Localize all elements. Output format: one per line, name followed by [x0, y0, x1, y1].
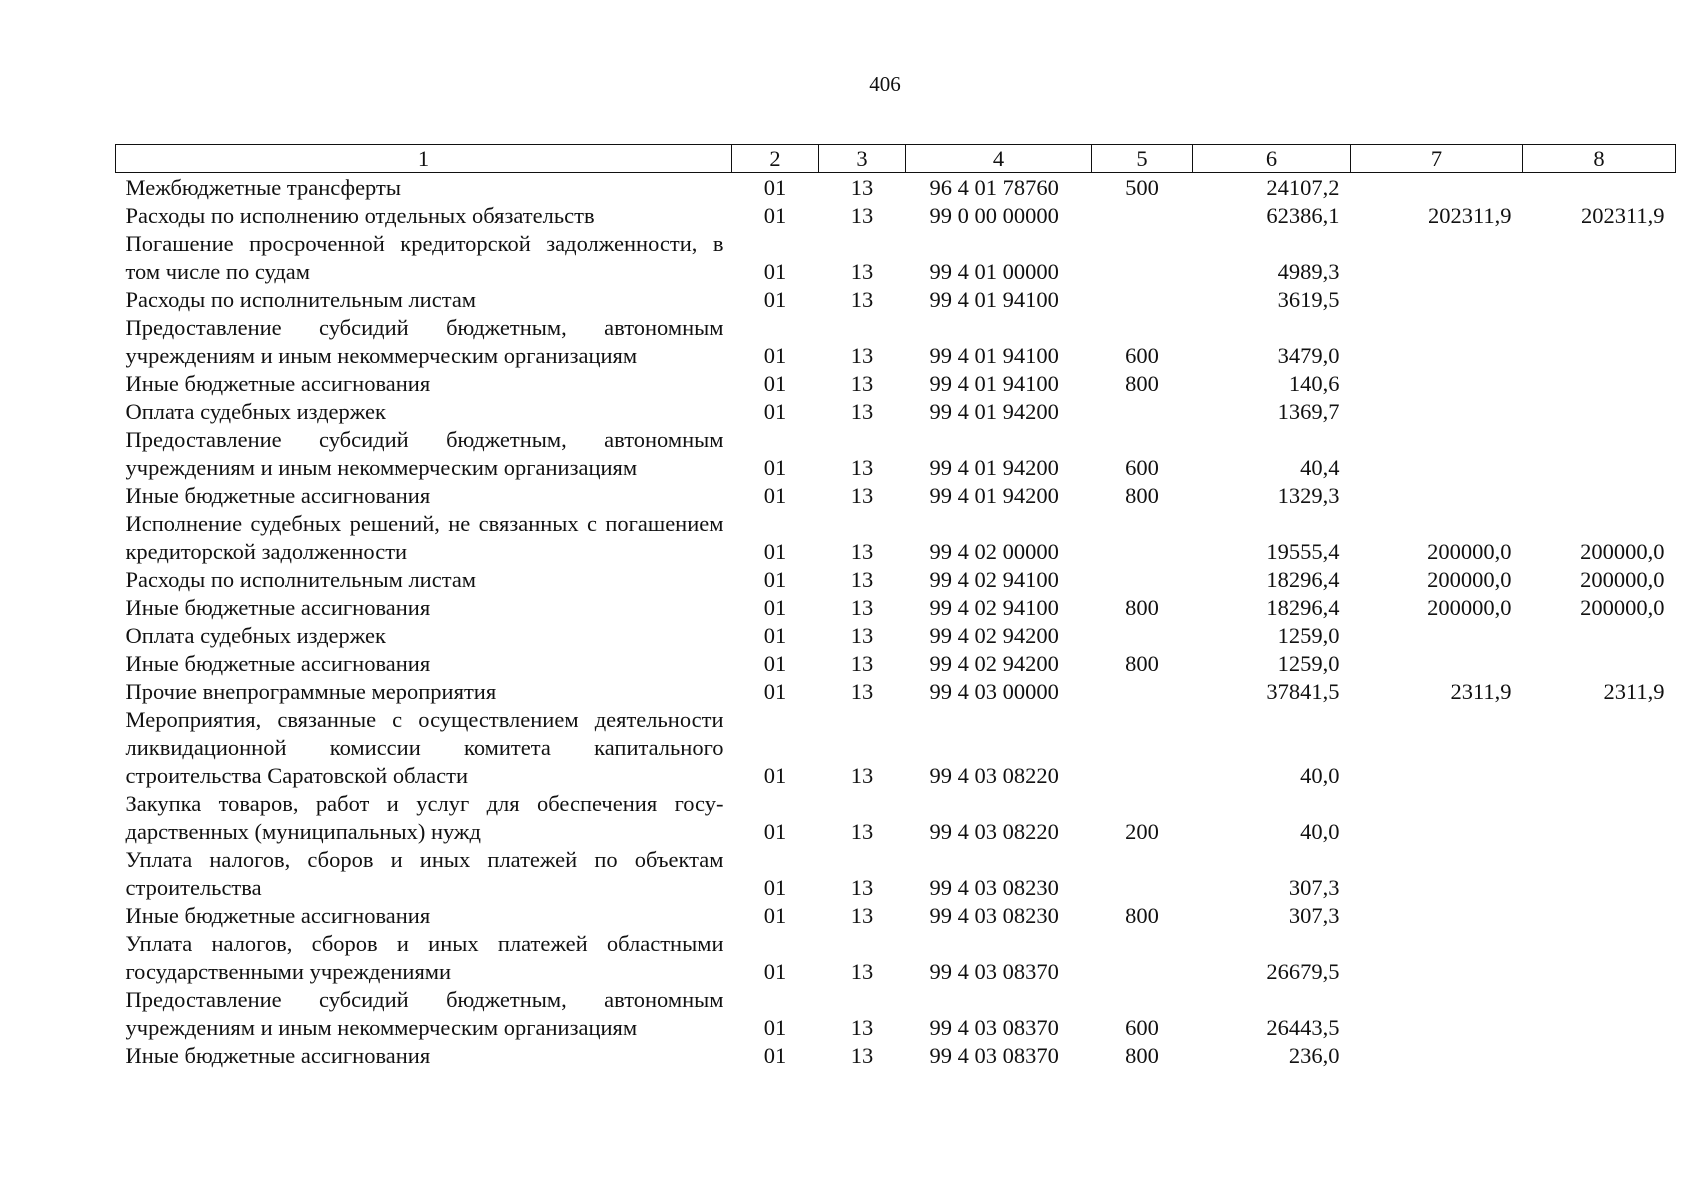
row-amount-col-6: 1259,0	[1277, 651, 1340, 676]
row-section: 01	[763, 259, 787, 284]
row-target-article: 99 4 02 00000	[929, 539, 1059, 564]
table-row	[116, 286, 1676, 314]
row-subsection: 13	[850, 903, 874, 928]
row-amount-col-8	[1523, 286, 1676, 314]
row-amount-col-6: 307,3	[1288, 875, 1340, 900]
row-section: 01	[763, 1043, 787, 1068]
row-section: 01	[763, 287, 787, 312]
row-subsection: 13	[850, 623, 874, 648]
budget-table	[115, 144, 1676, 1070]
row-amount-col-6: 26443,5	[1266, 1015, 1340, 1040]
row-section: 01	[763, 763, 787, 788]
row-subsection: 13	[850, 399, 874, 424]
table-row	[116, 566, 1676, 594]
row-amount-col-7	[1351, 482, 1523, 510]
row-amount-col-6: 62386,1	[1266, 203, 1340, 228]
row-section: 01	[763, 483, 787, 508]
table-row	[116, 202, 1676, 230]
row-name: Оплата судебных издержек	[125, 623, 386, 648]
row-subsection: 13	[850, 679, 874, 704]
row-section: 01	[763, 455, 787, 480]
row-section: 01	[763, 567, 787, 592]
row-amount-col-6: 18296,4	[1266, 567, 1340, 592]
row-amount-col-6: 40,0	[1300, 763, 1340, 788]
row-name: Иные бюджетные ассигнования	[125, 371, 431, 396]
table-row	[116, 230, 1676, 286]
row-section: 01	[763, 679, 787, 704]
row-amount-col-6: 26679,5	[1266, 959, 1340, 984]
row-name: Погашение просроченной кредиторской задолженности, в том числе по судам	[125, 231, 724, 284]
row-section: 01	[763, 819, 787, 844]
row-name: Уплата налогов, сборов и иных платежей областными государственными учреждениями	[125, 931, 724, 984]
row-subsection: 13	[850, 875, 874, 900]
row-target-article: 99 4 02 94100	[929, 567, 1059, 592]
row-subsection: 13	[850, 763, 874, 788]
row-section: 01	[763, 175, 787, 200]
row-subsection: 13	[850, 1015, 874, 1040]
row-amount-col-8	[1523, 398, 1676, 426]
row-amount-col-8	[1523, 482, 1676, 510]
row-expense-type	[1092, 286, 1193, 314]
row-name: Предоставление субсидий бюджетным, автономным учреждениям и иным некоммерческим организациям	[125, 987, 724, 1040]
row-expense-type: 200	[1125, 819, 1159, 844]
row-expense-type: 800	[1125, 371, 1159, 396]
row-name: Предоставление субсидий бюджетным, автономным учреждениям и иным некоммерческим организациям	[125, 315, 724, 368]
row-subsection: 13	[850, 483, 874, 508]
row-expense-type: 800	[1125, 903, 1159, 928]
row-name: Закупка товаров, работ и услуг для обеспечения государственных (муниципальных) нужд	[125, 791, 724, 844]
row-section: 01	[763, 371, 787, 396]
row-amount-col-8	[1523, 986, 1676, 1042]
row-amount-col-6: 1259,0	[1277, 623, 1340, 648]
row-section: 01	[763, 623, 787, 648]
table-row	[116, 622, 1676, 650]
row-name: Расходы по исполнительным листам	[125, 287, 477, 312]
row-name: Расходы по исполнению отдельных обязательств	[125, 203, 595, 228]
row-amount-col-8	[1523, 230, 1676, 286]
row-name: Расходы по исполнительным листам	[125, 567, 477, 592]
row-amount-col-7: 200000,0	[1427, 567, 1512, 592]
row-subsection: 13	[850, 371, 874, 396]
row-subsection: 13	[850, 595, 874, 620]
table-row	[116, 902, 1676, 930]
row-amount-col-7	[1351, 986, 1523, 1042]
row-amount-col-7	[1351, 930, 1523, 986]
row-expense-type: 500	[1125, 175, 1159, 200]
row-name: Мероприятия, связанные с осуществлением деятельности ликвидационной комиссии комитета капитального строительства Саратовской области	[125, 707, 724, 788]
row-amount-col-7	[1351, 173, 1523, 203]
row-amount-col-6: 37841,5	[1266, 679, 1340, 704]
row-amount-col-8	[1523, 426, 1676, 482]
row-target-article: 99 4 01 94200	[929, 399, 1059, 424]
row-name: Исполнение судебных решений, не связанных с погашением кредиторской задолженности	[125, 511, 724, 564]
row-amount-col-7	[1351, 1042, 1523, 1070]
table-row	[116, 986, 1676, 1042]
row-expense-type	[1092, 398, 1193, 426]
table-row	[116, 482, 1676, 510]
row-expense-type	[1092, 202, 1193, 230]
row-expense-type: 800	[1125, 1043, 1159, 1068]
row-amount-col-7	[1351, 370, 1523, 398]
row-amount-col-7	[1351, 846, 1523, 902]
header-col-7: 7	[1351, 145, 1523, 173]
row-amount-col-6: 307,3	[1288, 903, 1340, 928]
row-target-article: 99 4 03 08220	[929, 763, 1059, 788]
row-section: 01	[763, 1015, 787, 1040]
row-amount-col-7	[1351, 706, 1523, 790]
row-target-article: 99 4 02 94200	[929, 623, 1059, 648]
row-subsection: 13	[850, 819, 874, 844]
row-expense-type: 600	[1125, 1015, 1159, 1040]
row-expense-type	[1092, 622, 1193, 650]
row-expense-type: 800	[1125, 595, 1159, 620]
table-row	[116, 846, 1676, 902]
row-target-article: 99 4 03 00000	[929, 679, 1059, 704]
header-col-8: 8	[1523, 145, 1676, 173]
row-expense-type: 800	[1125, 651, 1159, 676]
row-subsection: 13	[850, 175, 874, 200]
row-target-article: 99 4 01 94100	[929, 371, 1059, 396]
row-amount-col-6: 4989,3	[1277, 259, 1340, 284]
row-target-article: 99 4 01 00000	[929, 259, 1059, 284]
row-name: Оплата судебных издержек	[125, 399, 386, 424]
row-amount-col-7	[1351, 790, 1523, 846]
page-number: 406	[869, 72, 901, 96]
row-subsection: 13	[850, 203, 874, 228]
row-target-article: 99 4 03 08230	[929, 903, 1059, 928]
row-subsection: 13	[850, 567, 874, 592]
header-col-6: 6	[1193, 145, 1351, 173]
row-name: Иные бюджетные ассигнования	[125, 651, 431, 676]
row-expense-type: 600	[1125, 455, 1159, 480]
row-expense-type	[1092, 846, 1193, 902]
row-name: Иные бюджетные ассигнования	[125, 1043, 431, 1068]
row-amount-col-6: 140,6	[1288, 371, 1340, 396]
table-row	[116, 510, 1676, 566]
header-col-5: 5	[1092, 145, 1193, 173]
header-col-1: 1	[116, 145, 732, 173]
row-amount-col-8	[1523, 846, 1676, 902]
header-col-3: 3	[819, 145, 906, 173]
row-amount-col-7: 202311,9	[1427, 203, 1512, 228]
table-row	[116, 398, 1676, 426]
table-row	[116, 650, 1676, 678]
row-subsection: 13	[850, 651, 874, 676]
row-name: Иные бюджетные ассигнования	[125, 483, 431, 508]
table-row	[116, 1042, 1676, 1070]
row-amount-col-8	[1523, 370, 1676, 398]
row-target-article: 99 4 03 08370	[929, 1015, 1059, 1040]
row-amount-col-8: 2311,9	[1603, 679, 1665, 704]
row-amount-col-6: 3479,0	[1277, 343, 1340, 368]
row-section: 01	[763, 595, 787, 620]
row-amount-col-8	[1523, 622, 1676, 650]
row-amount-col-6: 1329,3	[1277, 483, 1340, 508]
row-amount-col-8	[1523, 173, 1676, 203]
row-target-article: 99 0 00 00000	[929, 203, 1059, 228]
row-name: Прочие внепрограммные мероприятия	[125, 679, 497, 704]
row-amount-col-8	[1523, 706, 1676, 790]
row-section: 01	[763, 875, 787, 900]
table-row	[116, 370, 1676, 398]
row-target-article: 99 4 03 08370	[929, 1043, 1059, 1068]
row-amount-col-8	[1523, 902, 1676, 930]
row-section: 01	[763, 651, 787, 676]
row-amount-col-8: 200000,0	[1580, 567, 1665, 592]
row-target-article: 99 4 02 94100	[929, 595, 1059, 620]
row-name: Межбюджетные трансферты	[125, 175, 401, 200]
row-name: Предоставление субсидий бюджетным, автономным учреждениям и иным некоммерческим организациям	[125, 427, 724, 480]
row-section: 01	[763, 903, 787, 928]
row-name: Иные бюджетные ассигнования	[125, 595, 431, 620]
header-row	[116, 145, 1676, 173]
row-amount-col-7	[1351, 314, 1523, 370]
row-amount-col-8: 200000,0	[1580, 595, 1665, 620]
row-expense-type: 600	[1125, 343, 1159, 368]
table-row	[116, 678, 1676, 706]
row-amount-col-7: 200000,0	[1427, 539, 1512, 564]
row-subsection: 13	[850, 959, 874, 984]
row-amount-col-8	[1523, 790, 1676, 846]
row-section: 01	[763, 343, 787, 368]
row-amount-col-6: 236,0	[1288, 1043, 1340, 1068]
row-amount-col-8: 200000,0	[1580, 539, 1665, 564]
row-amount-col-8	[1523, 930, 1676, 986]
row-section: 01	[763, 203, 787, 228]
row-expense-type	[1092, 678, 1193, 706]
row-amount-col-7	[1351, 622, 1523, 650]
table-row	[116, 790, 1676, 846]
row-expense-type	[1092, 930, 1193, 986]
row-target-article: 99 4 03 08370	[929, 959, 1059, 984]
table-header	[116, 145, 1676, 173]
row-subsection: 13	[850, 287, 874, 312]
row-target-article: 96 4 01 78760	[929, 175, 1059, 200]
row-name: Уплата налогов, сборов и иных платежей по объектам строительства	[125, 847, 724, 900]
row-amount-col-7: 2311,9	[1450, 679, 1512, 704]
row-target-article: 99 4 01 94100	[929, 287, 1059, 312]
row-subsection: 13	[850, 259, 874, 284]
row-section: 01	[763, 539, 787, 564]
row-amount-col-7	[1351, 902, 1523, 930]
row-amount-col-6: 24107,2	[1266, 175, 1340, 200]
row-target-article: 99 4 01 94200	[929, 455, 1059, 480]
table-row	[116, 706, 1676, 790]
table-row	[116, 930, 1676, 986]
row-subsection: 13	[850, 1043, 874, 1068]
row-amount-col-7	[1351, 426, 1523, 482]
row-expense-type	[1092, 566, 1193, 594]
row-amount-col-7	[1351, 650, 1523, 678]
row-section: 01	[763, 399, 787, 424]
row-amount-col-6: 18296,4	[1266, 595, 1340, 620]
row-amount-col-6: 1369,7	[1277, 399, 1340, 424]
row-expense-type	[1092, 230, 1193, 286]
row-target-article: 99 4 03 08230	[929, 875, 1059, 900]
table-row	[116, 426, 1676, 482]
table-row	[116, 594, 1676, 622]
row-amount-col-6: 3619,5	[1277, 287, 1340, 312]
row-amount-col-8	[1523, 1042, 1676, 1070]
row-subsection: 13	[850, 539, 874, 564]
row-amount-col-7: 200000,0	[1427, 595, 1512, 620]
row-amount-col-6: 40,0	[1300, 819, 1340, 844]
row-section: 01	[763, 959, 787, 984]
row-amount-col-8	[1523, 314, 1676, 370]
table-row	[116, 173, 1676, 203]
row-amount-col-8: 202311,9	[1580, 203, 1665, 228]
row-amount-col-7	[1351, 398, 1523, 426]
row-target-article: 99 4 03 08220	[929, 819, 1059, 844]
row-expense-type: 800	[1125, 483, 1159, 508]
row-target-article: 99 4 01 94100	[929, 343, 1059, 368]
row-subsection: 13	[850, 455, 874, 480]
row-expense-type	[1092, 706, 1193, 790]
row-amount-col-6: 40,4	[1300, 455, 1340, 480]
row-amount-col-7	[1351, 286, 1523, 314]
table-row	[116, 314, 1676, 370]
row-amount-col-8	[1523, 650, 1676, 678]
row-expense-type	[1092, 510, 1193, 566]
row-subsection: 13	[850, 343, 874, 368]
row-amount-col-6: 19555,4	[1266, 539, 1340, 564]
table-body	[116, 173, 1676, 1071]
row-target-article: 99 4 02 94200	[929, 651, 1059, 676]
row-name: Иные бюджетные ассигнования	[125, 903, 431, 928]
header-col-4: 4	[906, 145, 1092, 173]
row-target-article: 99 4 01 94200	[929, 483, 1059, 508]
header-col-2: 2	[732, 145, 819, 173]
row-amount-col-7	[1351, 230, 1523, 286]
